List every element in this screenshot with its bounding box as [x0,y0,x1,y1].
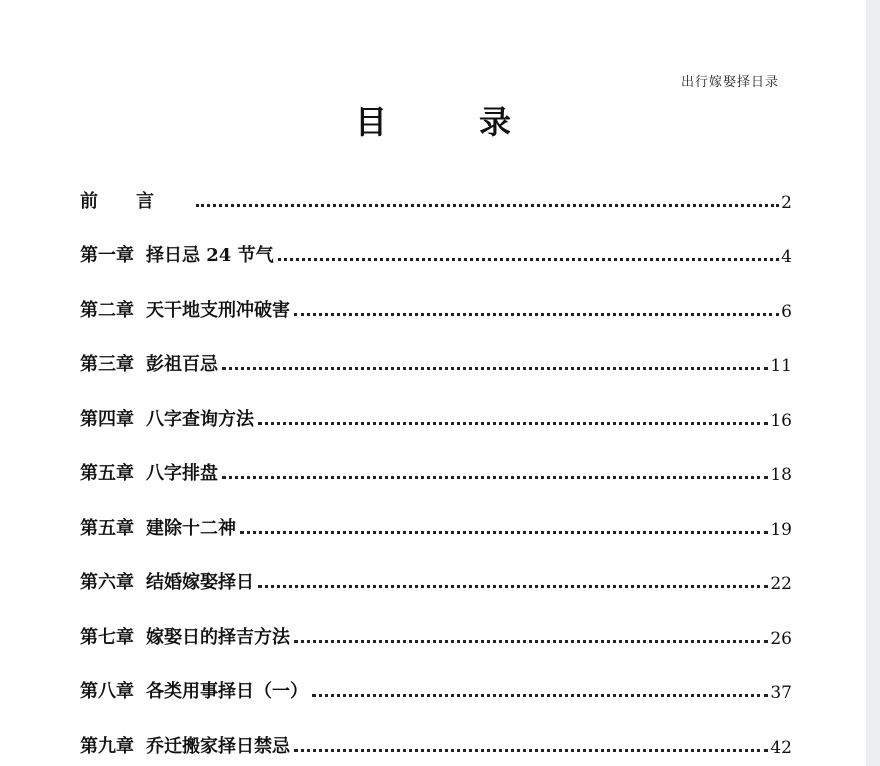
toc-entry-title: 建除十二神 [146,517,236,539]
toc-entry-page: 4 [781,247,792,267]
table-of-contents [80,158,792,758]
toc-entry-chapter: 第四章 [80,408,134,430]
dot-leader [312,694,768,697]
toc-entry-page: 22 [770,574,792,594]
toc-entry[interactable] [80,485,792,540]
dot-leader [294,749,768,752]
toc-entry-title: 择日忌 24 节气 [146,245,274,266]
toc-entry[interactable] [80,431,792,486]
toc-entry[interactable] [80,322,792,377]
toc-entry-title: 八字查询方法 [146,408,254,430]
toc-entry-page: 16 [770,410,792,431]
toc-entry-title: 八字排盘 [146,463,218,484]
toc-entry-title: 各类用事择日（一） [146,681,308,702]
toc-entry-chapter: 第二章 [80,299,134,321]
dot-leader [258,422,768,425]
toc-entry-chapter: 第三章 [80,354,134,375]
toc-entry-preface[interactable] [80,158,792,213]
toc-entry-chapter: 第五章 [80,463,134,484]
toc-entry-chapter: 前言 [80,190,192,212]
dot-leader [294,640,768,643]
toc-entry-chapter: 第六章 [80,572,134,593]
toc-entry[interactable] [80,540,792,595]
dot-leader [196,204,779,207]
toc-entry-title: 嫁娶日的择吉方法 [146,626,290,648]
toc-entry-title: 彭祖百忌 [146,354,218,375]
toc-entry-page: 6 [781,301,792,322]
dot-leader [294,313,779,316]
running-header: 出行嫁娶择日录 [680,75,779,90]
toc-entry[interactable] [80,213,792,268]
dot-leader [222,367,768,370]
toc-entry[interactable] [80,649,792,704]
toc-entry-page: 2 [781,192,792,213]
toc-title-char-2: 录 [479,103,512,141]
toc-entry[interactable] [80,376,792,431]
toc-title-char-1: 目 [354,103,387,141]
toc-entry-chapter: 第九章 [80,735,134,757]
viewer-margin [866,0,880,766]
toc-entry-title: 结婚嫁娶择日 [146,572,254,593]
toc-entry-page: 26 [770,628,792,649]
toc-entry[interactable] [80,267,792,322]
toc-entry-page: 11 [770,356,792,376]
toc-entry-title: 天干地支刑冲破害 [146,299,290,321]
toc-entry[interactable] [80,594,792,649]
toc-entry-page: 19 [770,519,792,540]
toc-entry-page: 37 [770,683,792,703]
toc-entry-page: 18 [770,465,792,485]
toc-entry-title: 乔迁搬家择日禁忌 [146,735,290,757]
dot-leader [222,476,768,479]
dot-leader [278,258,780,261]
toc-entry-page: 42 [770,737,792,758]
dot-leader [258,585,768,588]
toc-entry-chapter: 第五章 [80,517,134,539]
toc-title [0,97,866,143]
toc-entry[interactable] [80,703,792,758]
toc-entry-chapter: 第七章 [80,626,134,648]
toc-entry-chapter: 第一章 [80,245,134,266]
toc-entry-chapter: 第八章 [80,681,134,702]
dot-leader [240,531,768,534]
